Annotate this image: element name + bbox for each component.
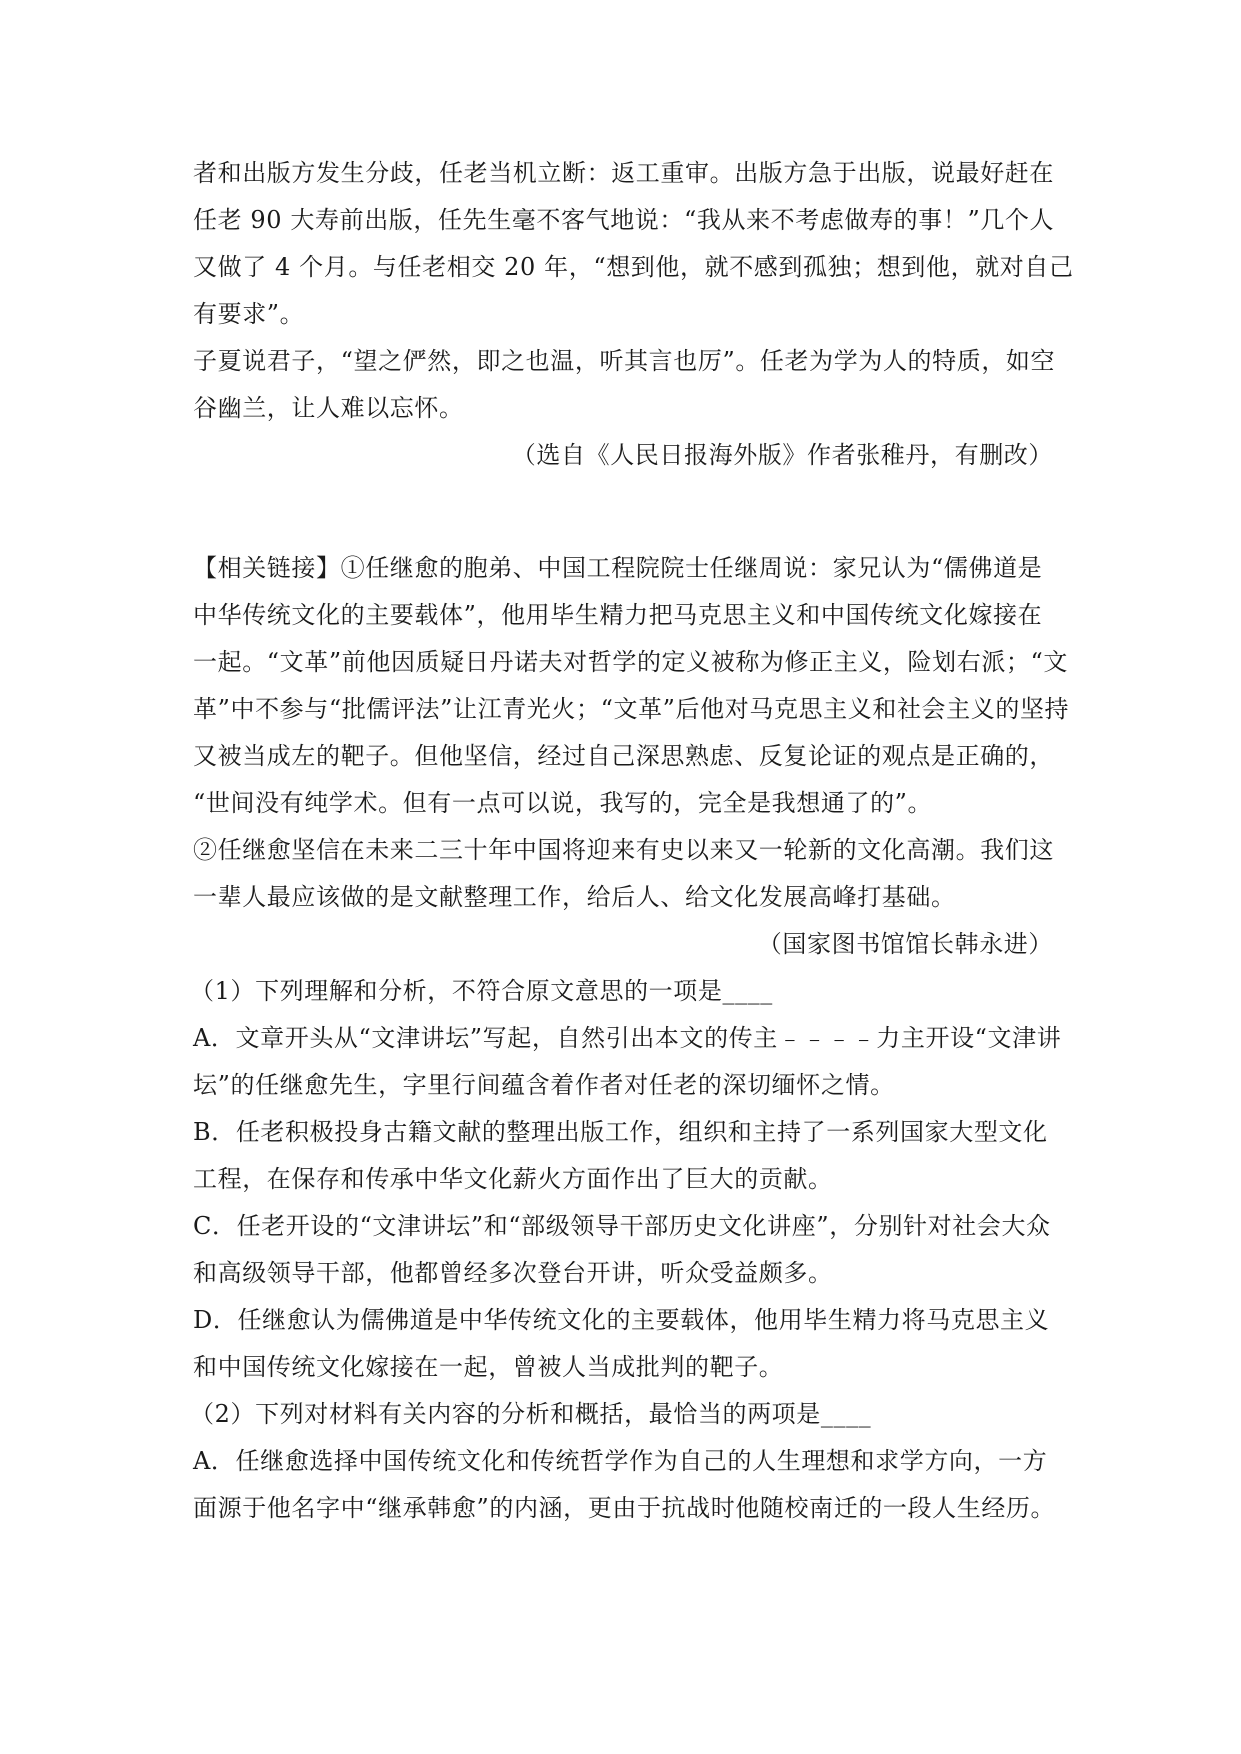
related-link-section <box>193 545 1070 968</box>
passage-line: 者和出版方发生分歧，任老当机立断：返工重审。出版方急于出版，说最好赶在 <box>193 159 1054 187</box>
passage-line: 子夏说君子，“望之俨然，即之也温，听其言也厉”。任老为学为人的特质，如空 <box>193 347 1056 375</box>
link-line: “世间没有纯学术。但有一点可以说，我写的，完全是我想通了的”。 <box>193 789 933 817</box>
link-line: 又被当成左的靶子。但他坚信，经过自己深思熟虑、反复论证的观点是正确的， <box>193 742 1054 770</box>
link-line: 一辈人最应该做的是文献整理工作，给后人、给文化发展高峰打基础。 <box>193 883 956 911</box>
question-2 <box>190 1391 1056 1532</box>
question-1-option-line: 工程，在保存和传承中华文化薪火方面作出了巨大的贡献。 <box>193 1165 833 1193</box>
question-1-option-line: D．任继愈认为儒佛道是中华传统文化的主要载体，他用毕生精力将马克思主义 <box>193 1306 1050 1334</box>
link-source: （国家图书馆馆长韩永进） <box>757 930 1053 958</box>
question-1-option-line: 坛”的任继愈先生，字里行间蕴含着作者对任老的深切缅怀之情。 <box>193 1071 895 1099</box>
question-1-option-line: B．任老积极投身古籍文献的整理出版工作，组织和主持了一系列国家大型文化 <box>193 1118 1048 1146</box>
link-line: 一起。“文革”前他因质疑日丹诺夫对哲学的定义被称为修正主义，险划右派；“文 <box>193 648 1069 676</box>
question-2-option-line: A．任继愈选择中国传统文化和传统哲学作为自己的人生理想和求学方向，一方 <box>193 1447 1048 1475</box>
question-1-stem: （1）下列理解和分析，不符合原文意思的一项是____ <box>190 977 773 1005</box>
question-1-option-line: A．文章开头从“文津讲坛”写起，自然引出本文的传主﹣﹣﹣﹣力主开设“文津讲 <box>193 1024 1062 1052</box>
link-line: 革”中不参与“批儒评法”让江青光火；“文革”后他对马克思主义和社会主义的坚持 <box>193 695 1070 723</box>
question-1-option-line: 和中国传统文化嫁接在一起，曾被人当成批判的靶子。 <box>193 1353 784 1381</box>
link-line: ②任继愈坚信在未来二三十年中国将迎来有史以来又一轮新的文化高潮。我们这 <box>193 836 1054 864</box>
section-gap <box>193 479 1053 545</box>
link-line: 中华传统文化的主要载体”，他用毕生精力把马克思主义和中国传统文化嫁接在 <box>193 601 1043 629</box>
passage-line: 谷幽兰，让人难以忘怀。 <box>193 394 464 422</box>
link-line: 【相关链接】①任继愈的胞弟、中国工程院院士任继周说：家兄认为“儒佛道是 <box>193 554 1043 582</box>
question-1-option-line: 和高级领导干部，他都曾经多次登台开讲，听众受益颇多。 <box>193 1259 833 1287</box>
question-1 <box>190 968 1062 1391</box>
passage-line: 又做了 4 个月。与任老相交 20 年，“想到他，就不感到孤独；想到他，就对自己 <box>193 253 1074 281</box>
document-page <box>190 150 1074 1532</box>
passage-text <box>193 150 1074 479</box>
passage-line: 任老 90 大寿前出版，任先生毫不客气地说：“我从来不考虑做寿的事！”几个人 <box>193 206 1055 234</box>
question-1-option-line: C．任老开设的“文津讲坛”和“部级领导干部历史文化讲座”，分别针对社会大众 <box>193 1212 1051 1240</box>
passage-line: 有要求”。 <box>193 300 305 328</box>
question-2-option-line: 面源于他名字中“继承韩愈”的内涵，更由于抗战时他随校南迁的一段人生经历。 <box>193 1494 1056 1522</box>
question-2-stem: （2）下列对材料有关内容的分析和概括，最恰当的两项是____ <box>190 1400 872 1428</box>
passage-source: （选自《人民日报海外版》作者张稚丹，有删改） <box>511 441 1053 469</box>
